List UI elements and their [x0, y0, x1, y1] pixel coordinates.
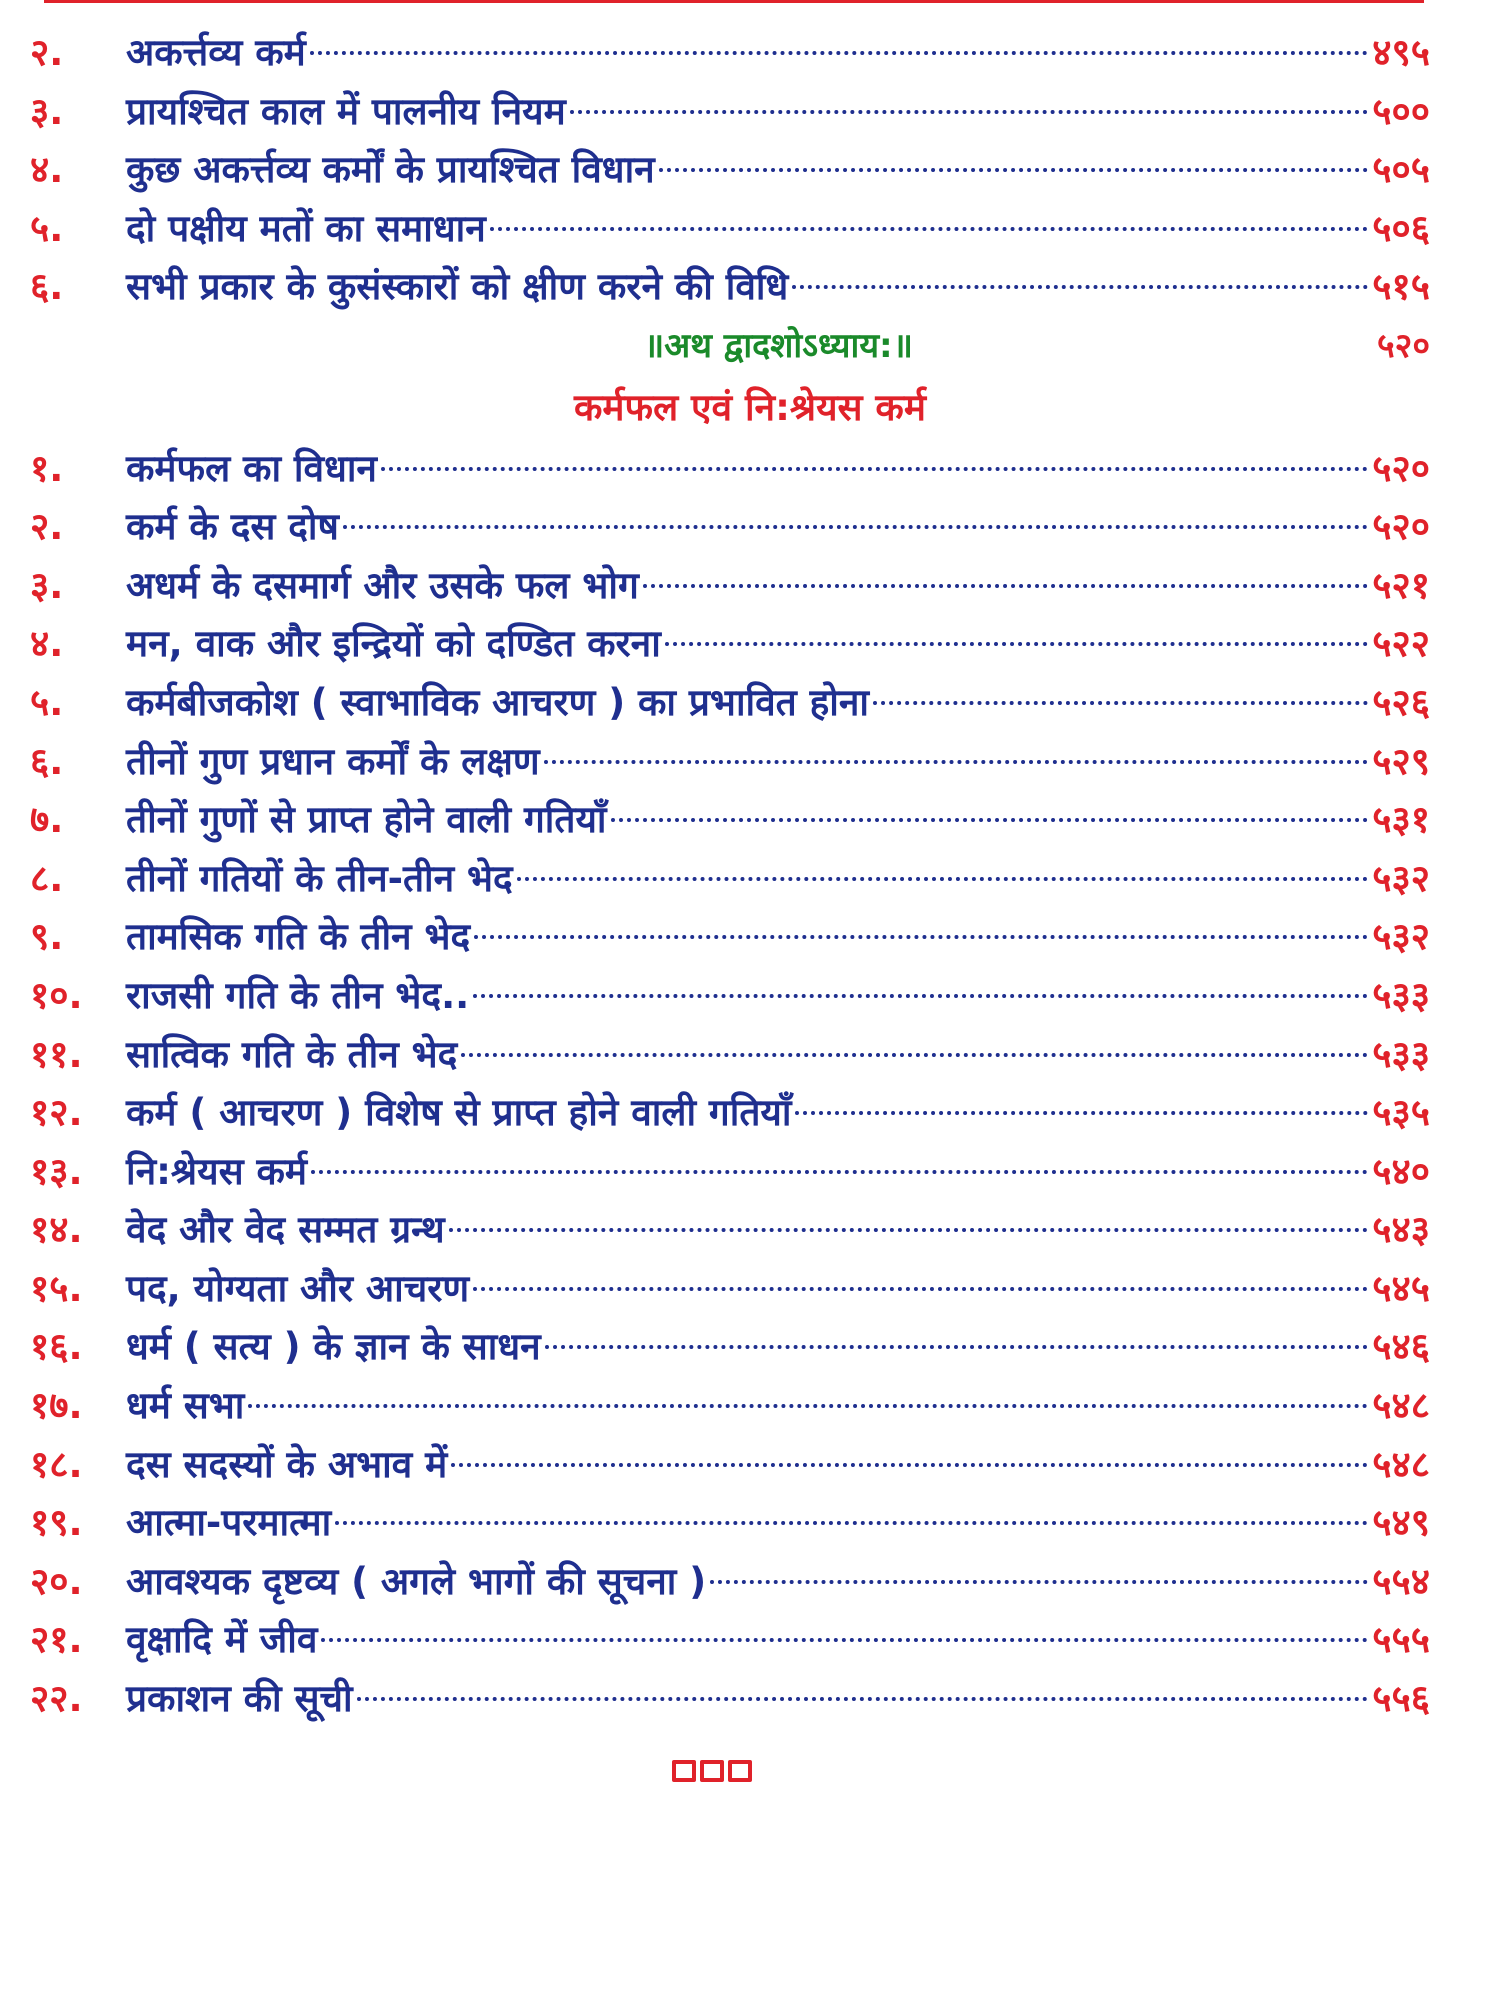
entry-number: २०.: [30, 1559, 83, 1603]
toc-entry[interactable]: [30, 24, 1430, 83]
entry-title: वृक्षादि में जीव: [126, 1618, 318, 1662]
entry-page: ५३५: [1372, 1091, 1430, 1135]
entry-page: ५५५: [1372, 1618, 1430, 1662]
entry-number: २२.: [30, 1677, 83, 1721]
dot-leader: [321, 1638, 1368, 1642]
entry-page: ५४६: [1372, 1325, 1430, 1369]
entry-title: तामसिक गति के तीन भेद: [126, 915, 471, 959]
entry-page: ५४९: [1372, 1501, 1430, 1545]
entry-title: राजसी गति के तीन भेद..: [126, 973, 470, 1017]
dot-leader: [665, 642, 1368, 646]
entry-number: ८.: [30, 856, 64, 900]
entry-title: तीनों गुणों से प्राप्त होने वाली गतियाँ: [126, 798, 607, 842]
dot-leader: [545, 1345, 1369, 1349]
toc-entry[interactable]: [30, 498, 1430, 557]
entry-page: ५४८: [1372, 1442, 1430, 1486]
toc-entry[interactable]: [30, 1143, 1430, 1202]
toc-entry[interactable]: [30, 1436, 1430, 1495]
dot-leader: [474, 935, 1368, 939]
entry-page: ५५४: [1372, 1559, 1430, 1603]
toc-entry[interactable]: [30, 1494, 1430, 1553]
dot-leader: [451, 1463, 1368, 1467]
entry-title: तीनों गतियों के तीन-तीन भेद: [126, 856, 513, 900]
entry-page: ५०६: [1372, 206, 1430, 250]
entry-number: १३.: [30, 1149, 83, 1193]
entry-title: सभी प्रकार के कुसंस्कारों को क्षीण करने की विधि: [126, 265, 789, 309]
entry-number: २.: [30, 505, 64, 549]
chapter-heading-row[interactable]: [30, 317, 1430, 376]
entry-page: ४९५: [1372, 31, 1430, 74]
entry-page: ५१५: [1372, 265, 1430, 309]
toc-entry[interactable]: [30, 908, 1430, 967]
entry-page: ५२२: [1372, 622, 1430, 666]
entry-number: ४.: [30, 622, 64, 666]
entry-page: ५०५: [1372, 148, 1430, 192]
entry-title: आत्मा-परमात्मा: [126, 1501, 332, 1545]
dot-leader: [461, 1053, 1368, 1057]
end-ornament: [672, 1760, 752, 1782]
entry-page: ५२०: [1372, 505, 1430, 549]
top-rule: [44, 0, 1424, 3]
entry-list-chapter-12: [30, 440, 1430, 1729]
entry-title: नि:श्रेयस कर्म: [126, 1149, 308, 1193]
entry-number: २१.: [30, 1618, 83, 1662]
dot-leader: [873, 701, 1368, 705]
entry-title: सात्विक गति के तीन भेद: [126, 1032, 458, 1076]
entry-title: धर्म सभा: [126, 1384, 245, 1428]
entry-title: मन, वाक और इन्द्रियों को दण्डित करना: [126, 622, 661, 666]
entry-number: १०.: [30, 973, 83, 1017]
entry-number: ३.: [30, 563, 64, 607]
entry-number: १८.: [30, 1442, 83, 1486]
dot-leader: [710, 1580, 1368, 1584]
chapter-heading: ॥अथ द्वादशोऽध्याय:॥: [643, 325, 914, 366]
entry-page: ५३१: [1372, 798, 1430, 842]
entry-number: ६.: [30, 265, 64, 309]
entry-title: वेद और वेद सम्मत ग्रन्थ: [126, 1208, 445, 1252]
entry-title: अधर्म के दसमार्ग और उसके फल भोग: [126, 563, 639, 607]
dot-leader: [449, 1228, 1369, 1232]
entry-number: ६.: [30, 739, 64, 783]
toc-entry[interactable]: [30, 791, 1430, 850]
toc-entry[interactable]: [30, 1201, 1430, 1260]
entry-title: कर्मफल का विधान: [126, 446, 377, 490]
entry-page: ५२१: [1372, 563, 1430, 607]
toc-entry[interactable]: [30, 733, 1430, 792]
dot-leader: [248, 1404, 1368, 1408]
toc-entry[interactable]: [30, 258, 1430, 317]
toc-entry[interactable]: [30, 1318, 1430, 1377]
entry-number: ५.: [30, 680, 64, 724]
entry-number: १.: [30, 446, 64, 490]
entry-page: ५३३: [1372, 973, 1430, 1017]
dot-leader: [570, 110, 1369, 114]
toc-entry[interactable]: [30, 1026, 1430, 1085]
entry-page: ५४३: [1372, 1208, 1430, 1252]
entry-page: ५४८: [1372, 1384, 1430, 1428]
entry-number: १२.: [30, 1091, 83, 1135]
toc-entry[interactable]: [30, 1084, 1430, 1143]
table-of-contents: [30, 24, 1430, 1729]
entry-title: दो पक्षीय मतों का समाधान: [126, 206, 486, 250]
dot-leader: [517, 877, 1369, 881]
entry-title: कुछ अकर्त्तव्य कर्मों के प्रायश्चित विधान: [126, 148, 655, 192]
end-box-icon: [672, 1760, 696, 1782]
entry-title: प्रायश्चित काल में पालनीय नियम: [126, 89, 566, 133]
dot-leader: [310, 51, 1368, 55]
entry-title: तीनों गुण प्रधान कर्मों के लक्षण: [126, 739, 540, 783]
dot-leader: [795, 1111, 1368, 1115]
entry-page: ५४०: [1372, 1149, 1430, 1193]
toc-entry[interactable]: [30, 557, 1430, 616]
dot-leader: [611, 818, 1369, 822]
toc-entry[interactable]: [30, 141, 1430, 200]
entry-number: ११.: [30, 1032, 83, 1076]
toc-entry[interactable]: [30, 967, 1430, 1026]
entry-title: कर्म के दस दोष: [126, 505, 339, 549]
toc-entry[interactable]: [30, 850, 1430, 909]
entry-title: धर्म ( सत्य ) के ज्ञान के साधन: [126, 1325, 541, 1369]
entry-page: ५२०: [1372, 446, 1430, 490]
entry-number: १९.: [30, 1501, 83, 1545]
toc-entry[interactable]: [30, 1553, 1430, 1612]
dot-leader: [381, 467, 1368, 471]
toc-entry[interactable]: [30, 200, 1430, 259]
entry-page: ५४५: [1372, 1266, 1430, 1310]
entry-page: ५३२: [1372, 915, 1430, 959]
entry-number: १६.: [30, 1325, 83, 1369]
dot-leader: [792, 285, 1368, 289]
entry-list-chapter-11: [30, 24, 1430, 317]
dot-leader: [544, 760, 1369, 764]
entry-number: ७.: [30, 798, 64, 842]
entry-title: अकर्त्तव्य कर्म: [126, 31, 306, 74]
dot-leader: [343, 525, 1368, 529]
entry-number: ३.: [30, 89, 64, 133]
toc-entry[interactable]: [30, 1670, 1430, 1729]
entry-number: २.: [30, 31, 64, 74]
entry-number: १७.: [30, 1384, 83, 1428]
section-title: कर्मफल एवं नि:श्रेयस कर्म: [574, 385, 926, 429]
entry-number: ५.: [30, 206, 64, 250]
toc-entry[interactable]: [30, 674, 1430, 733]
dot-leader: [659, 168, 1369, 172]
dot-leader: [490, 227, 1369, 231]
dot-leader: [357, 1697, 1369, 1701]
dot-leader: [473, 994, 1368, 998]
entry-title: दस सदस्यों के अभाव में: [126, 1442, 448, 1486]
toc-entry[interactable]: [30, 440, 1430, 499]
entry-page: ५३३: [1372, 1032, 1430, 1076]
entry-page: ५२६: [1372, 680, 1430, 724]
dot-leader: [643, 584, 1368, 588]
toc-entry[interactable]: [30, 1260, 1430, 1319]
entry-number: ९.: [30, 915, 64, 959]
entry-title: कर्मबीजकोश ( स्वाभाविक आचरण ) का प्रभावित होना: [126, 680, 869, 724]
entry-number: १४.: [30, 1208, 83, 1252]
entry-title: प्रकाशन की सूची: [126, 1677, 353, 1721]
toc-entry[interactable]: [30, 1611, 1430, 1670]
end-box-icon: [700, 1760, 724, 1782]
toc-entry[interactable]: [30, 83, 1430, 142]
toc-entry[interactable]: [30, 1377, 1430, 1436]
entry-number: १५.: [30, 1266, 83, 1310]
entry-title: कर्म ( आचरण ) विशेष से प्राप्त होने वाली गतियाँ: [126, 1091, 792, 1135]
entry-page: ५३२: [1372, 856, 1430, 900]
end-box-icon: [728, 1760, 752, 1782]
toc-entry[interactable]: [30, 615, 1430, 674]
entry-number: ४.: [30, 148, 64, 192]
entry-title: पद, योग्यता और आचरण: [126, 1266, 470, 1310]
entry-title: आवश्यक दृष्टव्य ( अगले भागों की सूचना ): [126, 1559, 707, 1603]
dot-leader: [473, 1287, 1368, 1291]
dot-leader: [311, 1170, 1368, 1174]
entry-page: ५००: [1372, 89, 1430, 133]
dot-leader: [335, 1521, 1368, 1525]
entry-page: ५२९: [1372, 739, 1430, 783]
chapter-heading-page: ५२०: [1376, 325, 1430, 366]
entry-page: ५५६: [1372, 1677, 1430, 1721]
